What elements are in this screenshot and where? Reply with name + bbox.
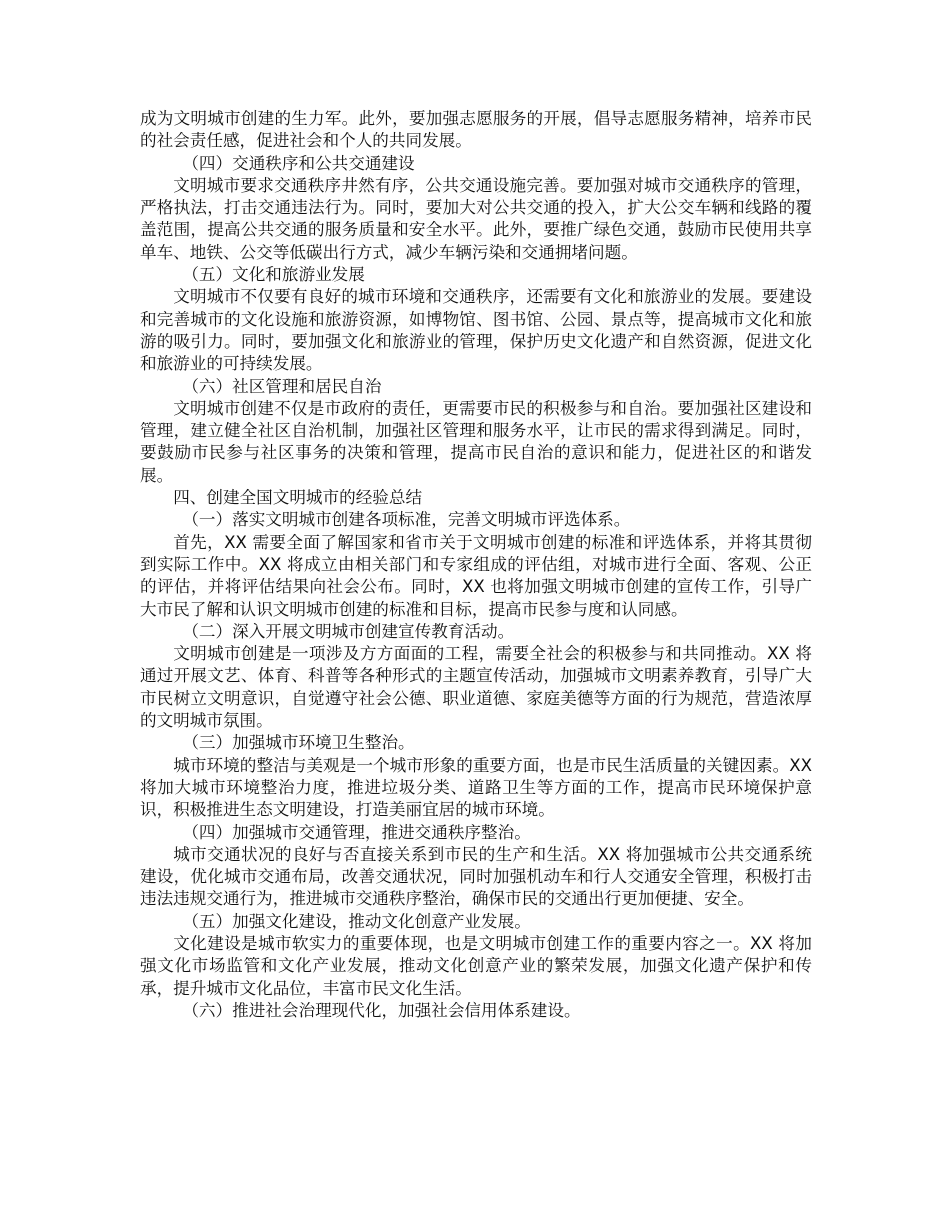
subheading-traffic-order: （四）交通秩序和公共交通建设 bbox=[182, 153, 415, 173]
subheading-community-management: （六）社区管理和居民自治 bbox=[182, 376, 382, 396]
subheading-publicity-education: （二）深入开展文明城市创建宣传教育活动。 bbox=[182, 621, 515, 641]
paragraph-standards: 首先，XX 需要全面了解国家和省市关于文明城市创建的标准和评选体系，并将其贯彻到实际工作中。XX 将成立由相关部门和专家组成的评估组，对城市进行全面、客观、公正的评估，并将评估结果向社会公布。同时，XX 也将加强文明城市创建的宣传工作，引导广大市民了解和认识文明城市创建的标准和目标，提高市民参与度和认同感。 bbox=[140, 532, 812, 619]
subheading-environment-sanitation: （三）加强城市环境卫生整治。 bbox=[182, 733, 415, 753]
subheading-culture-tourism: （五）文化和旅游业发展 bbox=[182, 265, 365, 285]
paragraph-traffic-management: 城市交通状况的良好与否直接关系到市民的生产和生活。XX 将加强城市公共交通系统建设，优化城市交通布局，改善交通状况，同时加强机动车和行人交通安全管理，积极打击违法违规交通行为，推进城市交通秩序整治，确保市民的交通出行更加便捷、安全。 bbox=[140, 844, 812, 909]
paragraph-volunteer-continued: 成为文明城市创建的生力军。此外，要加强志愿服务的开展，倡导志愿服务精神，培养市民的社会责任感，促进社会和个人的共同发展。 bbox=[140, 109, 812, 151]
subheading-social-governance: （六）推进社会治理现代化，加强社会信用体系建设。 bbox=[182, 1000, 581, 1020]
paragraph-traffic-order: 文明城市要求交通秩序井然有序，公共交通设施完善。要加强对城市交通秩序的管理，严格执法，打击交通违法行为。同时，要加大对公共交通的投入，扩大公交车辆和线路的覆盖范围，提高公共交通的服务质量和安全水平。此外，要推广绿色交通，鼓励市民使用共享单车、地铁、公交等低碳出行方式，减少车辆污染和交通拥堵问题。 bbox=[140, 175, 812, 262]
subheading-cultural-industry: （五）加强文化建设，推动文化创意产业发展。 bbox=[182, 911, 531, 931]
paragraph-environment-sanitation: 城市环境的整洁与美观是一个城市形象的重要方面，也是市民生活质量的关键因素。XX 将加大城市环境整治力度，推进垃圾分类、道路卫生等方面的工作，提高市民环境保护意识，积极推进生态文明建设，打造美丽宜居的城市环境。 bbox=[140, 755, 812, 820]
paragraph-publicity-education: 文明城市创建是一项涉及方方面面的工程，需要全社会的积极参与和共同推动。XX 将通过开展文艺、体育、科普等各种形式的主题宣传活动，加强城市文明素养教育，引导广大市民树立文明意识，自觉遵守社会公德、职业道德、家庭美德等方面的行为规范，营造浓厚的文明城市氛围。 bbox=[140, 644, 812, 731]
paragraph-culture-tourism: 文明城市不仅要有良好的城市环境和交通秩序，还需要有文化和旅游业的发展。要建设和完善城市的文化设施和旅游资源，如博物馆、图书馆、公园、景点等，提高城市文化和旅游的吸引力。同时，要加强文化和旅游业的管理，保护历史文化遗产和自然资源，促进文化和旅游业的可持续发展。 bbox=[140, 287, 812, 374]
document-page bbox=[140, 108, 812, 1022]
subheading-standards: （一）落实文明城市创建各项标准，完善文明城市评选体系。 bbox=[182, 510, 631, 530]
paragraph-cultural-industry: 文化建设是城市软实力的重要体现，也是文明城市创建工作的重要内容之一。XX 将加强文化市场监管和文化产业发展，推动文化创意产业的繁荣发展，加强文化遗产保护和传承，提升城市文化品位，丰富市民文化生活。 bbox=[140, 933, 812, 998]
subheading-traffic-management: （四）加强城市交通管理，推进交通秩序整治。 bbox=[182, 822, 531, 842]
paragraph-community-management: 文明城市创建不仅是市政府的责任，更需要市民的积极参与和自治。要加强社区建设和管理，建立健全社区自治机制，加强社区管理和服务水平，让市民的需求得到满足。同时，要鼓励市民参与社区事务的决策和管理，提高市民自治的意识和能力，促进社区的和谐发展。 bbox=[140, 398, 812, 485]
section-heading-experience-summary: 四、创建全国文明城市的经验总结 bbox=[173, 488, 423, 508]
